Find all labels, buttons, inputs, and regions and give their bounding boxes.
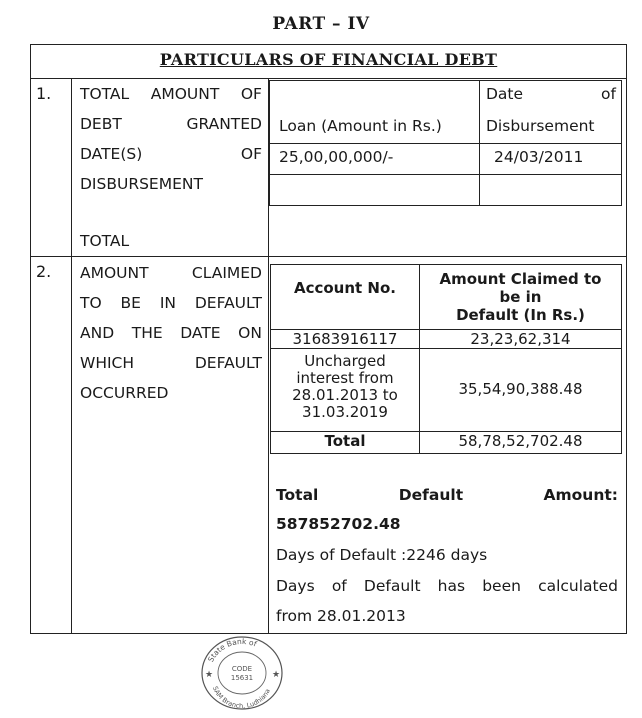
row-divider bbox=[30, 256, 627, 257]
loan-amount-value: 25,00,00,000/- bbox=[279, 148, 394, 166]
uncharged-interest-cell: Uncharged interest from 28.01.2013 to 31.03.2019 bbox=[292, 352, 398, 421]
interest-amount-cell: 35,54,90,388.48 bbox=[458, 380, 583, 398]
svg-text:SAM Branch, Ludhiana: SAM Branch, Ludhiana bbox=[211, 685, 272, 711]
days-of-default: Days of Default :2246 days bbox=[276, 546, 488, 564]
date-header-line2: Disbursement bbox=[486, 117, 595, 135]
row1-total-label: TOTAL bbox=[80, 232, 130, 250]
part-title: PART – IV bbox=[272, 14, 370, 34]
svg-text:State Bank of: State Bank of bbox=[206, 636, 259, 664]
table-total-amount: 58,78,52,702.48 bbox=[458, 432, 583, 450]
svg-text:★: ★ bbox=[272, 669, 281, 679]
calculation-note-line1: Days of Default has been calculated bbox=[276, 577, 618, 595]
total-default-amount-value: 587852702.48 bbox=[276, 515, 401, 533]
row1-description: TOTAL AMOUNT OF DEBT GRANTED DATE(S) OF DISBURSEMENT bbox=[80, 85, 262, 193]
table-total-label: Total bbox=[324, 432, 366, 450]
loan-amount-header: Loan (Amount in Rs.) bbox=[279, 117, 442, 135]
principal-amount-cell: 23,23,62,314 bbox=[470, 330, 571, 348]
number-column-divider bbox=[71, 78, 72, 634]
svg-text:★: ★ bbox=[205, 669, 214, 679]
disbursement-date-value: 24/03/2011 bbox=[494, 148, 584, 166]
default-claim-table bbox=[270, 264, 622, 454]
account-no-header: Account No. bbox=[293, 279, 396, 297]
calculation-note-line2: from 28.01.2013 bbox=[276, 607, 406, 625]
bank-stamp bbox=[196, 630, 288, 712]
row1-number: 1. bbox=[36, 84, 52, 103]
date-header-line1: Date of bbox=[486, 85, 616, 103]
row2-number: 2. bbox=[36, 262, 52, 281]
amount-claimed-header: Amount Claimed to be in Default (In Rs.) bbox=[439, 270, 602, 324]
loan-disbursement-table bbox=[269, 80, 622, 206]
svg-text:CODE: CODE bbox=[231, 665, 253, 673]
section-title: PARTICULARS OF FINANCIAL DEBT bbox=[159, 50, 498, 69]
total-default-amount-label: Total Default Amount: bbox=[276, 486, 618, 504]
row2-description: AMOUNT CLAIMED TO BE IN DEFAULT AND THE DATE ON WHICH DEFAULT OCCURRED bbox=[80, 264, 262, 402]
account-number-cell: 31683916117 bbox=[292, 330, 398, 348]
svg-text:15631: 15631 bbox=[230, 674, 254, 682]
